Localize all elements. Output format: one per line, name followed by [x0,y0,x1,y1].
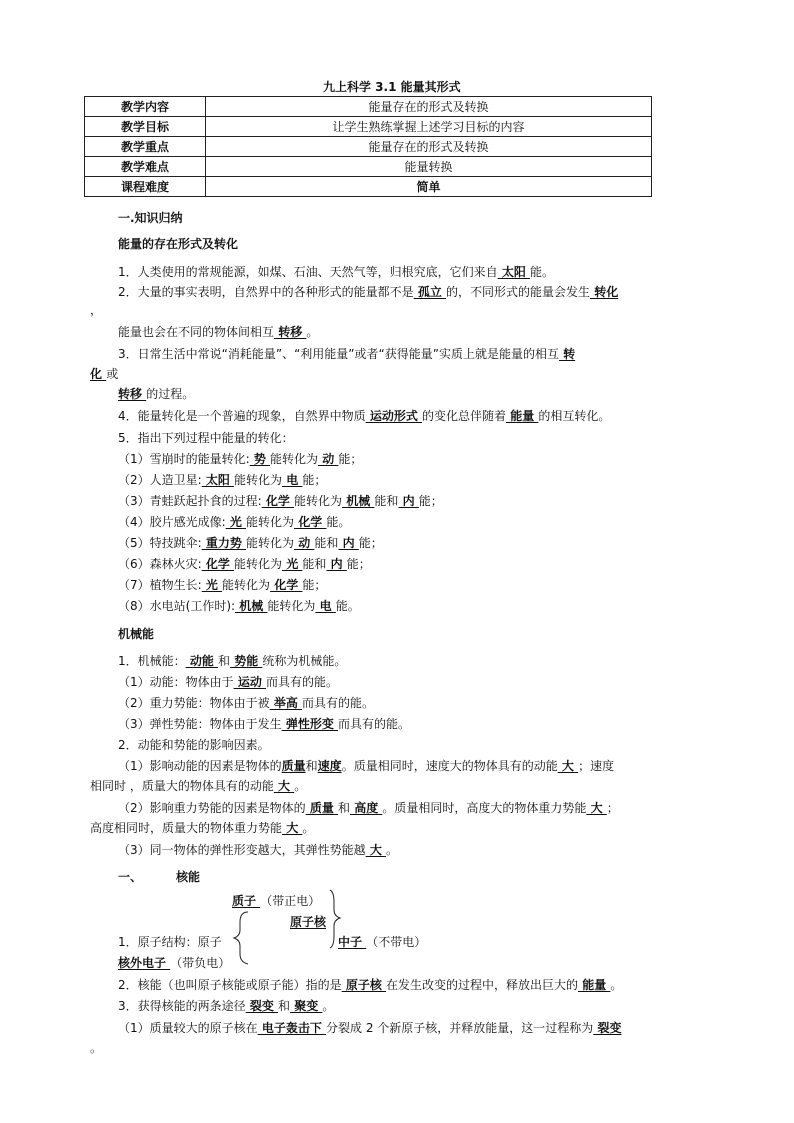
text: 能。 [530,265,555,279]
text: 能； [302,473,327,487]
text: 能转化为 [246,515,295,529]
text: （2）影响重力势能的因素是物体的 [118,801,306,815]
text: 能； [418,494,443,508]
text: （带正电） [260,894,321,908]
s7 [118,577,326,593]
text: 1．人类使用的常规能源，如煤、石油、天然气等，归根究底，它们来自 [118,265,498,279]
text: 分裂成 2 个新原子核，并释放能量，这一过程称为 [326,1021,594,1035]
m7 [118,800,619,816]
answer: 速度 [317,759,342,773]
right-brace [330,890,340,948]
answer: 大 [273,779,295,793]
text: 能； [358,536,383,550]
answer: 动能 [185,654,218,668]
answer: 电子轰击下 [257,1021,326,1035]
text: 2．核能（也叫原子核能或原子能）指的是 [118,978,342,992]
text: （1）雪崩时的能量转化: [118,452,250,466]
answer: 化学 [294,515,327,529]
text: 的过程。 [146,387,195,401]
text: 3．日常生活中常说“消耗能量”、“利用能量”或者“获得能量”实质上就是能量的相互 [118,347,559,361]
s6 [118,556,371,572]
text: 和 [278,999,291,1013]
answer: 转移 [274,325,307,339]
text: （3）同一物体的弹性形变越大，其弹性势能越 [118,843,366,857]
text: （1）影响动能的因素是物体的 [118,759,282,773]
m3 [118,695,374,711]
nuclear-heading-number: 一、 [118,870,143,884]
answer: 太阳 [497,265,530,279]
m4 [118,716,410,732]
text: 而具有的能。 [266,675,339,689]
q2 [118,284,618,300]
answer: 化 [90,367,107,381]
text: 3．获得核能的两条途径 [118,999,246,1013]
subheading-mechanical: 机械能 [118,627,155,641]
n4 [118,1020,621,1036]
section-heading: 一.知识归纳 [118,211,183,225]
text: （2）人造卫星: [118,473,202,487]
answer: 大 [557,759,579,773]
answer: 机械 [235,599,268,613]
text: 和 [218,654,231,668]
left-brace [234,912,248,964]
m7-cont [90,820,314,836]
answer: 重力势 [201,536,247,550]
text: 。质量相同时，速度大的物体具有的动能 [341,759,558,773]
text: 而具有的能。 [302,696,375,710]
answer: 大 [282,821,303,835]
text: 。 [610,978,623,992]
q4 [118,408,610,424]
text: 和 [305,759,318,773]
answer: 内 [338,536,359,550]
text: 。质量相同时，高度大的物体重力势能 [382,801,587,815]
answer: 运动 [233,675,266,689]
answer: 运动形式 [365,409,422,423]
answer: 化学 [261,494,295,508]
s8 [118,598,360,614]
text: 。 [302,821,315,835]
table-key: 教学目标 [85,117,206,137]
text: 而具有的能。 [338,717,411,731]
text: 能； [302,578,327,592]
text: 的变化总伴随着 [422,409,507,423]
m5: 2．动能和势能的影响因素。 [118,738,270,752]
text: （5）特技跳伞: [118,536,202,550]
table-key: 课程难度 [85,177,206,197]
table-value: 简单 [206,177,652,197]
electron-line [118,955,230,971]
table-row [85,117,652,137]
text: （1）动能：物体由于 [118,675,234,689]
text: 。 [322,999,335,1013]
text: （6）森林火灾: [118,557,202,571]
text: 能和 [302,557,327,571]
text: 高度相同时，质量大的物体重力势能 [90,821,283,835]
lesson-info-table [84,96,652,197]
text: （3）弹性势能：物体由于发生 [118,717,282,731]
q2-cont [118,324,318,340]
text: 能和 [314,536,339,550]
text: 在发生改变的过程中，释放出巨大的 [386,978,579,992]
answer: 转化 [590,285,619,299]
m2 [118,674,338,690]
answer: 化学 [201,557,235,571]
q1 [118,264,554,280]
atom-brace-diagram [230,888,350,968]
table-row [85,157,652,177]
n3 [118,998,334,1014]
answer: 原子核 [341,978,386,992]
page-title: 九上科学 3.1 能量其形式 [323,80,461,94]
answer: 大 [586,801,607,815]
text: 能转化为 [267,599,316,613]
text: 。 [306,325,319,339]
text: 能和 [374,494,399,508]
text: （4）胶片感光成像: [118,515,226,529]
answer: 核外电子 [118,956,171,970]
answer: 弹性形变 [281,717,338,731]
answer: 光 [225,515,247,529]
table-key: 教学内容 [85,97,206,117]
table-value: 能量转换 [206,157,652,177]
nuclear-heading: 核能 [176,870,201,884]
answer: 质量 [305,801,338,815]
text: 能转化为 [270,452,319,466]
answer: 电 [315,599,336,613]
neutron-line [338,934,426,950]
text: 能转化为 [234,473,283,487]
q3-cont [90,366,118,382]
answer: 举高 [269,696,302,710]
answer: 转 [558,347,576,361]
answer: 大 [365,843,386,857]
table-value: 能量存在的形式及转换 [206,137,652,157]
answer: 动 [318,452,339,466]
answer: 动 [294,536,315,550]
text: 能转化为 [222,578,271,592]
answer: 化学 [270,578,303,592]
answer: 能量 [506,409,539,423]
s3 [118,493,443,509]
n2 [118,977,622,993]
answer: 高度 [350,801,383,815]
m1 [118,653,346,669]
answer: 裂变 [593,1021,622,1035]
answer: 能量 [578,978,611,992]
table-value: 能量存在的形式及转换 [206,97,652,117]
answer: 中子 [338,935,367,949]
table-row [85,177,652,197]
text: ；速度 [578,759,615,773]
text: 的，不同形式的能量会发生 [446,285,591,299]
answer: 质量 [281,759,306,773]
text: （3）青蛙跃起扑食的过程: [118,494,262,508]
answer: 聚变 [290,999,323,1013]
s2 [118,472,326,488]
text: 或 [106,367,119,381]
text: （不带电） [366,935,427,949]
answer: 太阳 [201,473,235,487]
s1 [118,451,362,467]
m6-cont [90,778,306,794]
answer: 内 [398,494,419,508]
text: 能转化为 [294,494,343,508]
q5: 5．指出下列过程中能量的转化： [118,431,294,445]
text: 能转化为 [246,536,295,550]
table-key: 教学难点 [85,157,206,177]
text: 1．机械能： [118,654,186,668]
text: 。 [294,779,307,793]
text: 能转化为 [234,557,283,571]
text: （2）重力势能：物体由于被 [118,696,270,710]
answer: 内 [326,557,347,571]
answer: 裂变 [245,999,278,1013]
q3 [118,346,575,362]
table-row [85,97,652,117]
text: 相同时 ，质量大的物体具有的动能 [90,779,274,793]
table-key: 教学重点 [85,137,206,157]
text: 2．大量的事实表明，自然界中的各种形式的能量都不是 [118,285,414,299]
table-value: 让学生熟练掌握上述学习目标的内容 [206,117,652,137]
answer: 转移 [118,387,147,401]
q3-cont2 [118,386,194,402]
s5 [118,535,383,551]
answer: 孤立 [413,285,446,299]
text: （1）质量较大的原子核在 [118,1021,258,1035]
answer: 质子 [232,894,261,908]
text: 能。 [326,515,351,529]
answer: 机械 [342,494,375,508]
text: 的相互转化。 [538,409,611,423]
table-row [85,137,652,157]
text: ； [606,801,619,815]
answer: 电 [282,473,303,487]
q2-comma: ， [90,303,103,317]
m6 [118,758,614,774]
answer: 原子核 [290,915,327,929]
subheading-energy-forms: 能量的存在形式及转化 [118,237,239,251]
n4-period: 。 [90,1041,103,1055]
answer: 光 [201,578,223,592]
text: 能； [338,452,363,466]
text: 。 [386,843,399,857]
text: （7）植物生长: [118,578,202,592]
answer: 势能 [230,654,263,668]
m8 [118,842,398,858]
text: 能； [346,557,371,571]
text: 能。 [335,599,360,613]
s4 [118,514,350,530]
text: 能量也会在不同的物体间相互 [118,325,275,339]
atom-structure-label: 1．原子结构：原子 [118,935,222,949]
text: （8）水电站(工作时): [118,599,236,613]
text: 和 [338,801,351,815]
text: （带负电） [170,956,231,970]
answer: 光 [282,557,303,571]
answer: 势 [249,452,271,466]
text: 统称为机械能。 [262,654,347,668]
text: 4．能量转化是一个普遍的现象，自然界中物质 [118,409,366,423]
